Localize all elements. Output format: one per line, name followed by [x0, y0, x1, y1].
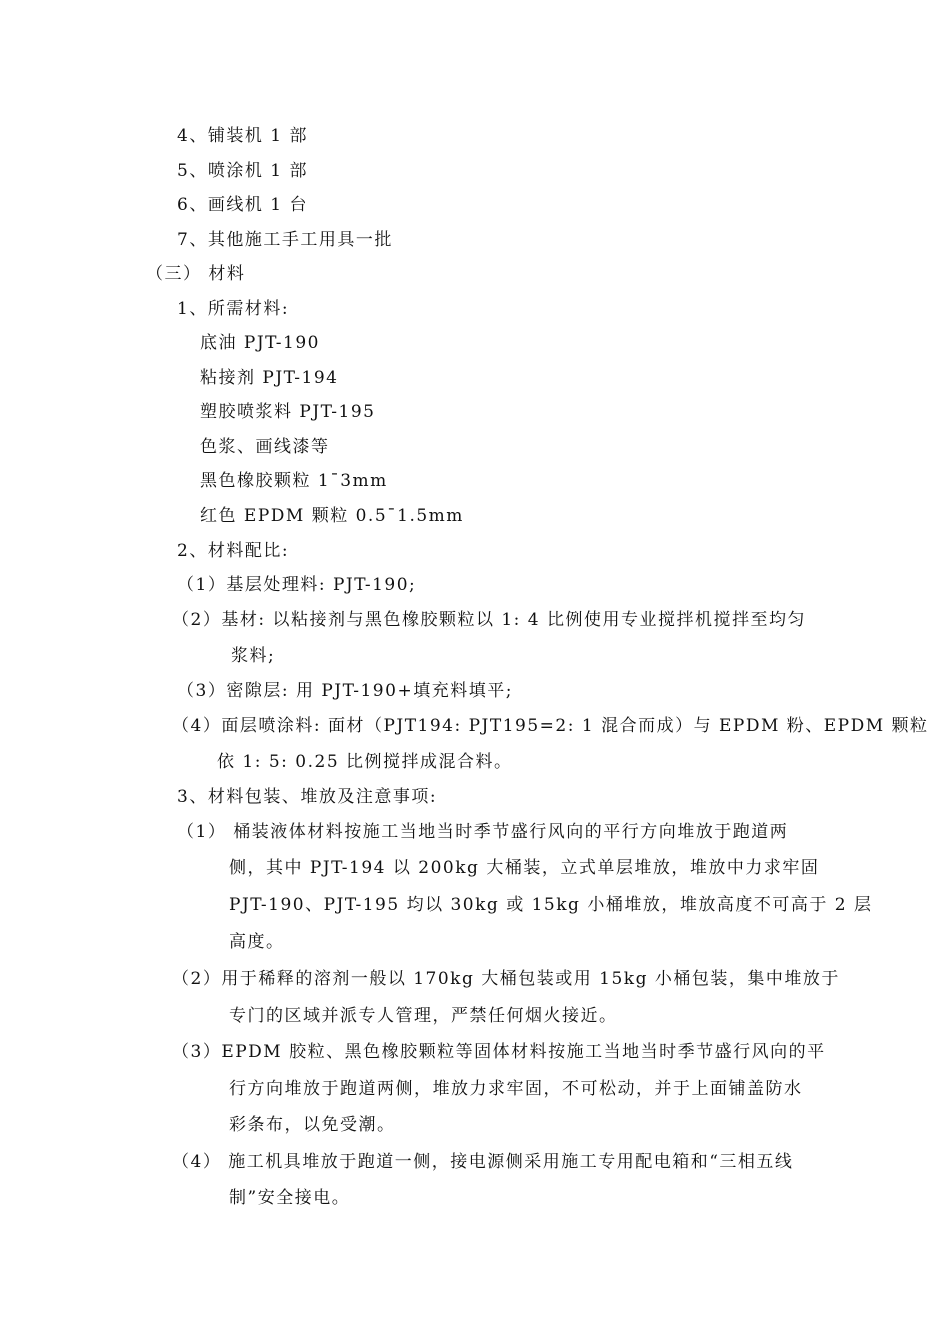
packaging-note-3-cont: 行方向堆放于跑道两侧，堆放力求牢固，不可松动，并于上面铺盖防水 [229, 1079, 803, 1099]
equipment-item-6: 6、画线机 1 台 [177, 195, 308, 215]
equipment-item-7: 7、其他施工手工用具一批 [177, 230, 393, 250]
equipment-item-4: 4、铺装机 1 部 [177, 126, 308, 146]
packaging-note-3: （3）EPDM 胶粒、黑色橡胶颗粒等固体材料按施工当地当时季节盛行风向的平 [172, 1042, 826, 1062]
material-item: 红色 EPDM 颗粒 0.5¯1.5mm [200, 506, 464, 526]
ratio-paragraph-4-cont: 依 1: 5: 0.25 比例搅拌成混合料。 [217, 752, 513, 772]
packaging-note-1-cont: 高度。 [229, 932, 285, 952]
packaging-note-2-cont: 专门的区域并派专人管理，严禁任何烟火接近。 [229, 1006, 618, 1026]
material-item: 底油 PJT-190 [200, 333, 320, 353]
ratio-paragraph-1: （1）基层处理料: PJT-190; [177, 575, 417, 595]
ratio-paragraph-4: （4）面层喷涂料: 面材（PJT194: PJT195=2: 1 混合而成）与 EPDM 粉、EPDM 颗粒 [172, 716, 929, 736]
packaging-note-2: （2）用于稀释的溶剂一般以 170kg 大桶包装或用 15kg 小桶包装，集中堆放于 [172, 969, 840, 989]
packaging-note-1-cont: PJT-190、PJT-195 均以 30kg 或 15kg 小桶堆放，堆放高度不可高于 2 层 [229, 895, 873, 915]
ratio-paragraph-2: （2）基材: 以粘接剂与黑色橡胶颗粒以 1: 4 比例使用专业搅拌机搅拌至均匀 [172, 610, 807, 630]
subsection-title-required-materials: 1、所需材料: [177, 299, 290, 319]
material-item: 黑色橡胶颗粒 1¯3mm [200, 471, 388, 491]
packaging-note-4-cont: 制”安全接电。 [229, 1188, 351, 1208]
section-heading-materials: （三） 材料 [146, 264, 246, 284]
packaging-note-4: （4） 施工机具堆放于跑道一侧，接电源侧采用施工专用配电箱和“三相五线 [172, 1152, 794, 1172]
packaging-note-3-cont: 彩条布，以免受潮。 [229, 1115, 396, 1135]
material-item: 粘接剂 PJT-194 [200, 368, 339, 388]
material-item: 塑胶喷浆料 PJT-195 [200, 402, 376, 422]
packaging-note-1: （1） 桶装液体材料按施工当地当时季节盛行风向的平行方向堆放于跑道两 [177, 822, 789, 842]
ratio-paragraph-2-cont: 浆料; [231, 646, 276, 666]
subsection-title-packaging: 3、材料包装、堆放及注意事项: [177, 787, 438, 807]
subsection-title-material-ratio: 2、材料配比: [177, 541, 290, 561]
ratio-paragraph-3: （3）密隙层: 用 PJT-190+填充料填平; [177, 681, 513, 701]
material-item: 色浆、画线漆等 [200, 437, 330, 457]
equipment-item-5: 5、喷涂机 1 部 [177, 161, 308, 181]
packaging-note-1-cont: 侧，其中 PJT-194 以 200kg 大桶装，立式单层堆放，堆放中力求牢固 [229, 858, 820, 878]
